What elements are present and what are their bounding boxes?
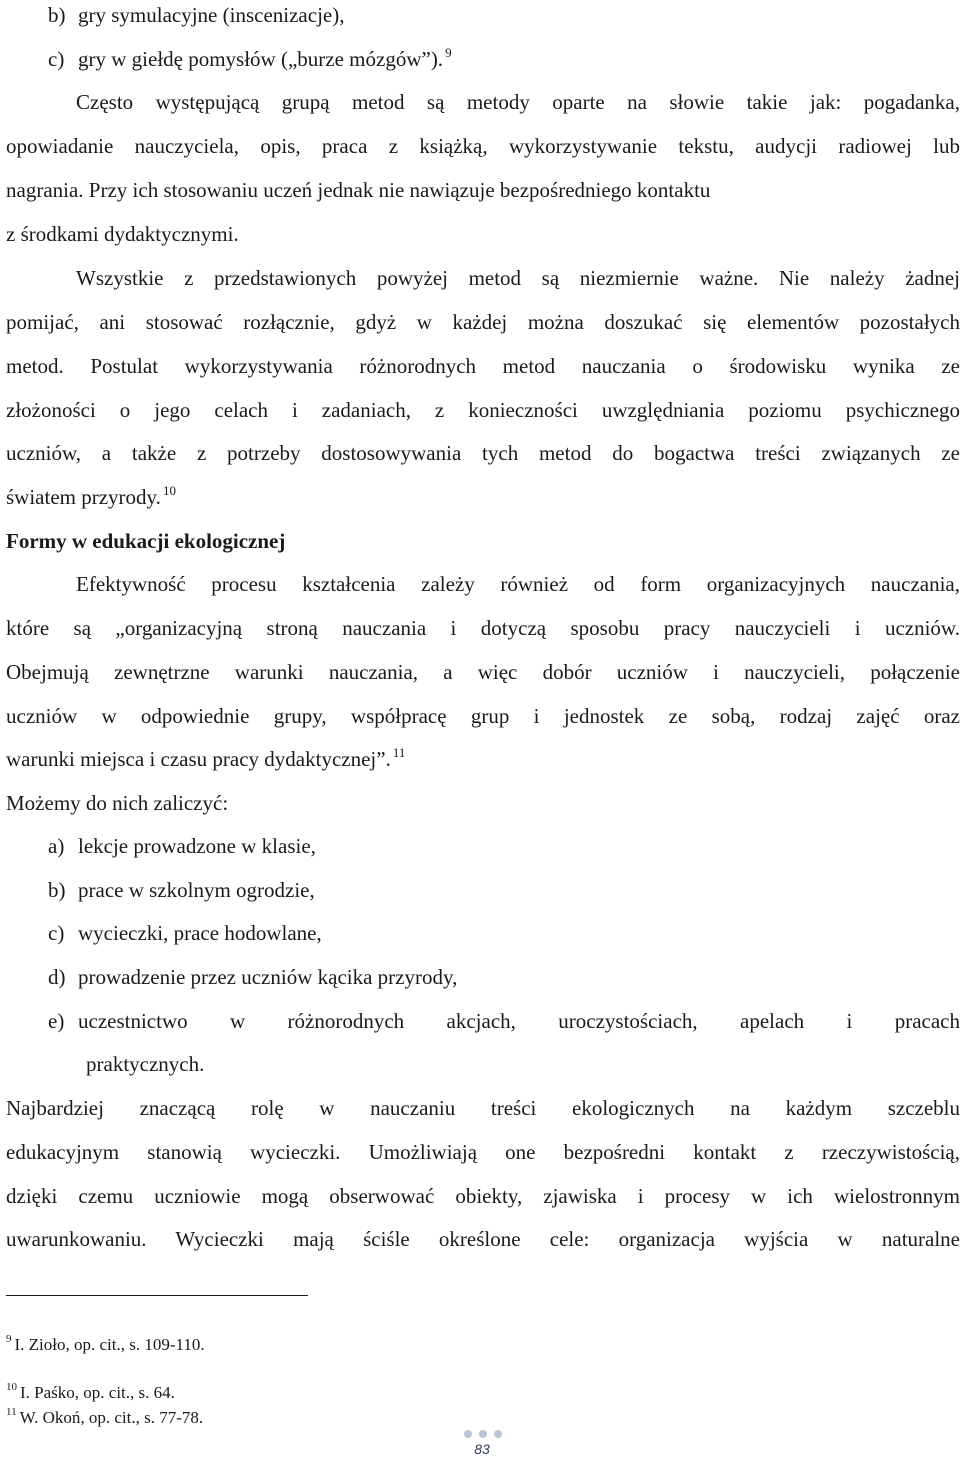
list-marker: b) [48, 878, 66, 902]
footnote: $^9$ I. Zioło, op. cit., s. 109-110. [6, 1333, 205, 1354]
dot-icon [479, 1430, 487, 1438]
list-item: gry w giełdę pomysłów („burze mózgów”). $^9$ [78, 45, 452, 71]
list-marker: d) [48, 965, 66, 989]
footnote-number: 11 [6, 1406, 17, 1418]
section-heading: Formy w edukacji ekologicznej [6, 529, 286, 553]
paragraph-line: uczniów w odpowiednie grupy, współpracę grup i jednostek ze sobą, rodzaj zajęć oraz [6, 704, 960, 728]
paragraph-line: opowiadanie nauczyciela, opis, praca z książką, wykorzystywanie tekstu, audycji radiowej lub [6, 134, 960, 158]
list-marker: c) [48, 47, 65, 71]
list-marker: c) [48, 921, 65, 945]
footnote-number: 10 [6, 1381, 17, 1393]
footnote-ref[interactable]: 11 [392, 745, 406, 760]
list-item: prace w szkolnym ogrodzie, [78, 878, 315, 902]
footnote-ref[interactable]: 10 [162, 483, 176, 498]
footnote-ref[interactable]: 9 [445, 45, 452, 60]
paragraph-line: uwarunkowaniu. Wycieczki mają ściśle określone cele: organizacja wyjścia w naturalne [6, 1227, 960, 1251]
list-item: wycieczki, prace hodowlane, [78, 921, 322, 945]
paragraph-line: złożoności o jego celach i zadaniach, z konieczności uwzględniania poziomu psychicznego [6, 398, 960, 422]
page-dots-ornament [464, 1430, 504, 1440]
list-item: prowadzenie przez uczniów kącika przyrody, [78, 965, 458, 989]
paragraph-line: metod. Postulat wykorzystywania różnorodnych metod nauczania o środowisku wynika ze [6, 354, 960, 378]
paragraph-line: Obejmują zewnętrzne warunki nauczania, a więc dobór uczniów i nauczycieli, połączenie [6, 660, 960, 684]
paragraph-line: Efektywność procesu kształcenia zależy również od form organizacyjnych nauczania, [76, 572, 960, 596]
list-item: uczestnictwo w różnorodnych akcjach, uroczystościach, apelach i pracach [78, 1009, 960, 1033]
paragraph-line: warunki miejsca i czasu pracy dydaktycznej”. $^{11}$ [6, 745, 406, 771]
footnote: $^{10}$ I. Paśko, op. cit., s. 64. [6, 1381, 175, 1402]
paragraph-line: uczniów, a także z potrzeby dostosowywania tych metod do bogactwa treści związanych ze [6, 441, 960, 465]
paragraph-line: Często występującą grupą metod są metody oparte na słowie takie jak: pogadanka, [76, 90, 960, 114]
list-intro: Możemy do nich zaliczyć: [6, 791, 229, 815]
list-item: gry symulacyjne (inscenizacje), [78, 3, 345, 27]
list-item-continuation: praktycznych. [86, 1052, 205, 1076]
footnote-number: 9 [6, 1333, 12, 1345]
paragraph-line: edukacyjnym stanowią wycieczki. Umożliwiają one bezpośredni kontakt z rzeczywistością, [6, 1140, 960, 1164]
paragraph-line: Najbardziej znaczącą rolę w nauczaniu treści ekologicznych na każdym szczeblu [6, 1096, 960, 1120]
list-item: lekcje prowadzone w klasie, [78, 834, 316, 858]
paragraph-line: nagrania. Przy ich stosowaniu uczeń jednak nie nawiązuje bezpośredniego kontaktu [6, 178, 711, 202]
dot-icon [494, 1430, 502, 1438]
dot-icon [464, 1430, 472, 1438]
list-marker: a) [48, 834, 65, 858]
paragraph-line: dzięki czemu uczniowie mogą obserwować obiekty, zjawiska i procesy w ich wielostronnym [6, 1184, 960, 1208]
paragraph-line: światem przyrody. $^{10}$ [6, 483, 176, 509]
page-number: 83 [474, 1441, 490, 1457]
paragraph-line: Wszystkie z przedstawionych powyżej metod są niezmiernie ważne. Nie należy żadnej [76, 266, 960, 290]
list-marker: e) [48, 1009, 65, 1033]
footnote-separator [6, 1295, 308, 1296]
list-marker: b) [48, 3, 66, 27]
paragraph-line: pomijać, ani stosować rozłącznie, gdyż w każdej można doszukać się elementów pozostałych [6, 310, 960, 334]
paragraph-line: które są „organizacyjną stroną nauczania i dotyczą sposobu pracy nauczycieli i uczniów. [6, 616, 960, 640]
paragraph-line: z środkami dydaktycznymi. [6, 222, 239, 246]
footnote: $^{11}$ W. Okoń, op. cit., s. 77-78. [6, 1406, 204, 1427]
